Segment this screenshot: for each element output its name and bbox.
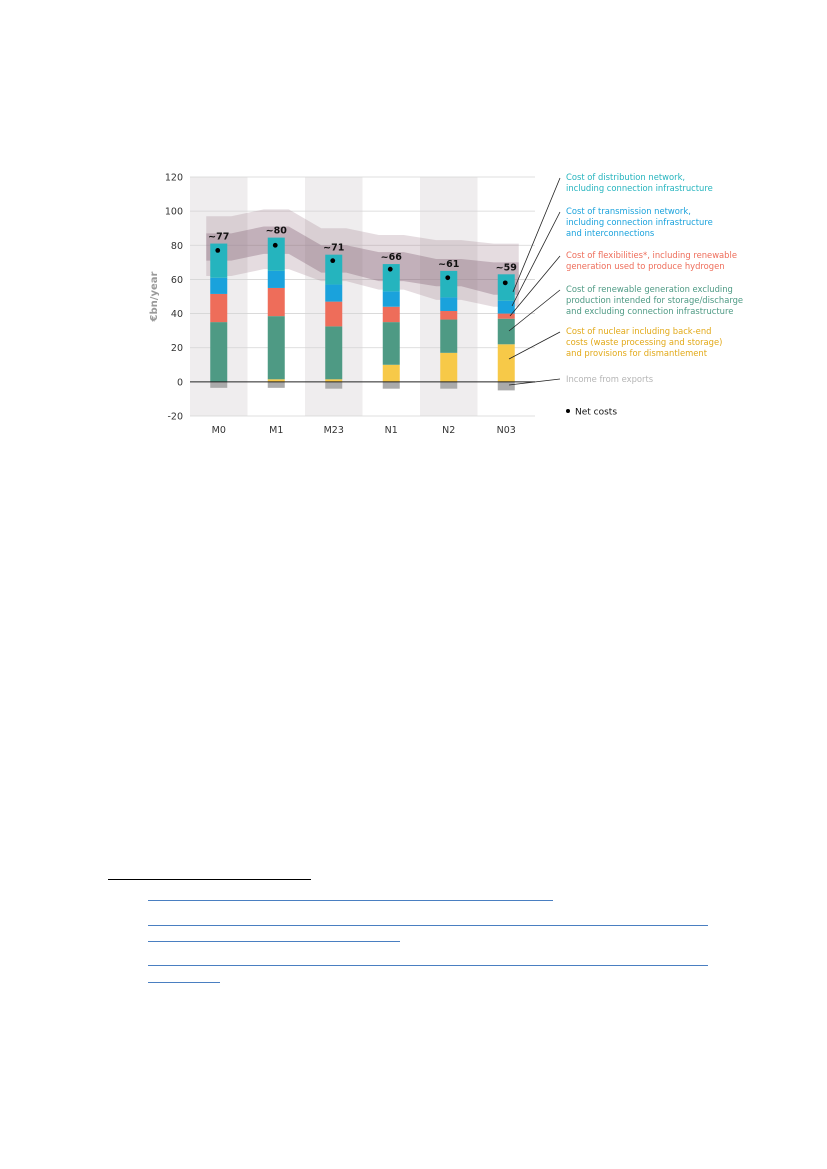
y-tick-label: 80: [170, 240, 183, 252]
bar-total-label: ~77: [208, 231, 230, 243]
bar-segment: [498, 301, 515, 314]
bar-total-label: ~66: [380, 252, 402, 264]
net-cost-point: [445, 275, 450, 280]
legend-label: Cost of distribution network,: [566, 172, 686, 182]
footnote-link-1[interactable]: [148, 900, 553, 901]
x-tick-label: N2: [442, 425, 456, 436]
y-axis-label: €bn/year: [149, 271, 160, 322]
legend-label: Cost of flexibilities*, including renewable: [566, 250, 737, 260]
x-tick-label: N1: [384, 425, 398, 436]
bar-segment: [325, 302, 342, 327]
bar-segment: [325, 285, 342, 302]
footnote-separator: [108, 879, 311, 880]
bar-segment: [383, 322, 400, 365]
bar-total-label: ~71: [323, 242, 345, 254]
legend-label: Income from exports: [566, 374, 654, 384]
legend-label: and interconnections: [566, 228, 655, 238]
x-tick-label: M0: [211, 425, 226, 436]
legend-leader-line: [513, 178, 560, 292]
legend-label: and provisions for dismantlement: [566, 348, 707, 358]
footnote-link-3-cont[interactable]: [148, 982, 220, 983]
y-tick-label: 0: [176, 377, 183, 389]
legend-leader-line: [512, 212, 560, 306]
bar-segment: [383, 291, 400, 306]
bar-total-label: ~80: [265, 225, 287, 237]
bar-segment-negative: [498, 382, 515, 391]
x-tick-label: M1: [269, 425, 284, 436]
bar-segment: [268, 316, 285, 379]
bar-segment: [325, 326, 342, 379]
bar-segment-negative: [210, 382, 227, 388]
net-cost-point: [273, 243, 278, 248]
legend-label: and excluding connection infrastructure: [566, 306, 734, 316]
bar-segment: [268, 271, 285, 288]
bar-segment: [210, 278, 227, 294]
x-tick-label: N03: [496, 425, 516, 436]
x-tick-label: M23: [323, 425, 344, 436]
bar-segment: [498, 344, 515, 382]
bar-segment: [440, 297, 457, 311]
bar-segment: [383, 365, 400, 382]
bar-segment: [498, 319, 515, 345]
y-tick-label: -20: [167, 411, 183, 423]
y-tick-label: 20: [170, 343, 183, 355]
y-tick-label: 120: [164, 172, 183, 184]
legend-label: costs (waste processing and storage): [566, 337, 723, 347]
legend-leader-line: [509, 332, 560, 359]
bar-segment-negative: [383, 382, 400, 389]
bar-total-label: ~61: [438, 258, 460, 270]
bar-segment: [210, 322, 227, 382]
bar-segment-negative: [440, 382, 457, 389]
legend-label: Cost of transmission network,: [566, 206, 691, 216]
bar-segment: [440, 320, 457, 353]
bar-segment: [440, 311, 457, 320]
legend-label: generation used to produce hydrogen: [566, 261, 725, 271]
footnote-link-2[interactable]: [148, 925, 708, 926]
footnote-link-2-cont[interactable]: [148, 941, 400, 942]
bar-segment: [383, 307, 400, 322]
net-cost-point: [215, 248, 220, 253]
y-tick-label: 100: [164, 206, 183, 218]
footnote-link-3[interactable]: [148, 965, 708, 966]
legend-label: production intended for storage/discharge: [566, 295, 744, 305]
net-cost-point: [330, 258, 335, 263]
legend-label: including connection infrastructure: [566, 183, 713, 193]
bar-segment: [440, 353, 457, 382]
bar-segment: [440, 271, 457, 297]
bar-segment-negative: [325, 382, 342, 389]
bar-segment: [498, 314, 515, 319]
legend-label: Cost of renewable generation excluding: [566, 284, 733, 294]
bar-total-label: ~59: [495, 262, 517, 274]
legend-label: including connection infrastructure: [566, 217, 713, 227]
net-cost-point: [388, 267, 393, 272]
bar-segment: [268, 288, 285, 316]
y-tick-label: 40: [170, 309, 183, 321]
bar-segment-negative: [268, 382, 285, 388]
bar-segment: [498, 274, 515, 300]
bar-segment: [210, 294, 227, 322]
legend-label: Cost of nuclear including back-end: [566, 326, 712, 336]
bar-segment: [268, 238, 285, 271]
legend-net-cost-marker: [566, 409, 570, 413]
net-cost-point: [503, 280, 508, 285]
legend-net-cost-label: Net costs: [575, 407, 618, 418]
y-tick-label: 60: [170, 274, 183, 286]
